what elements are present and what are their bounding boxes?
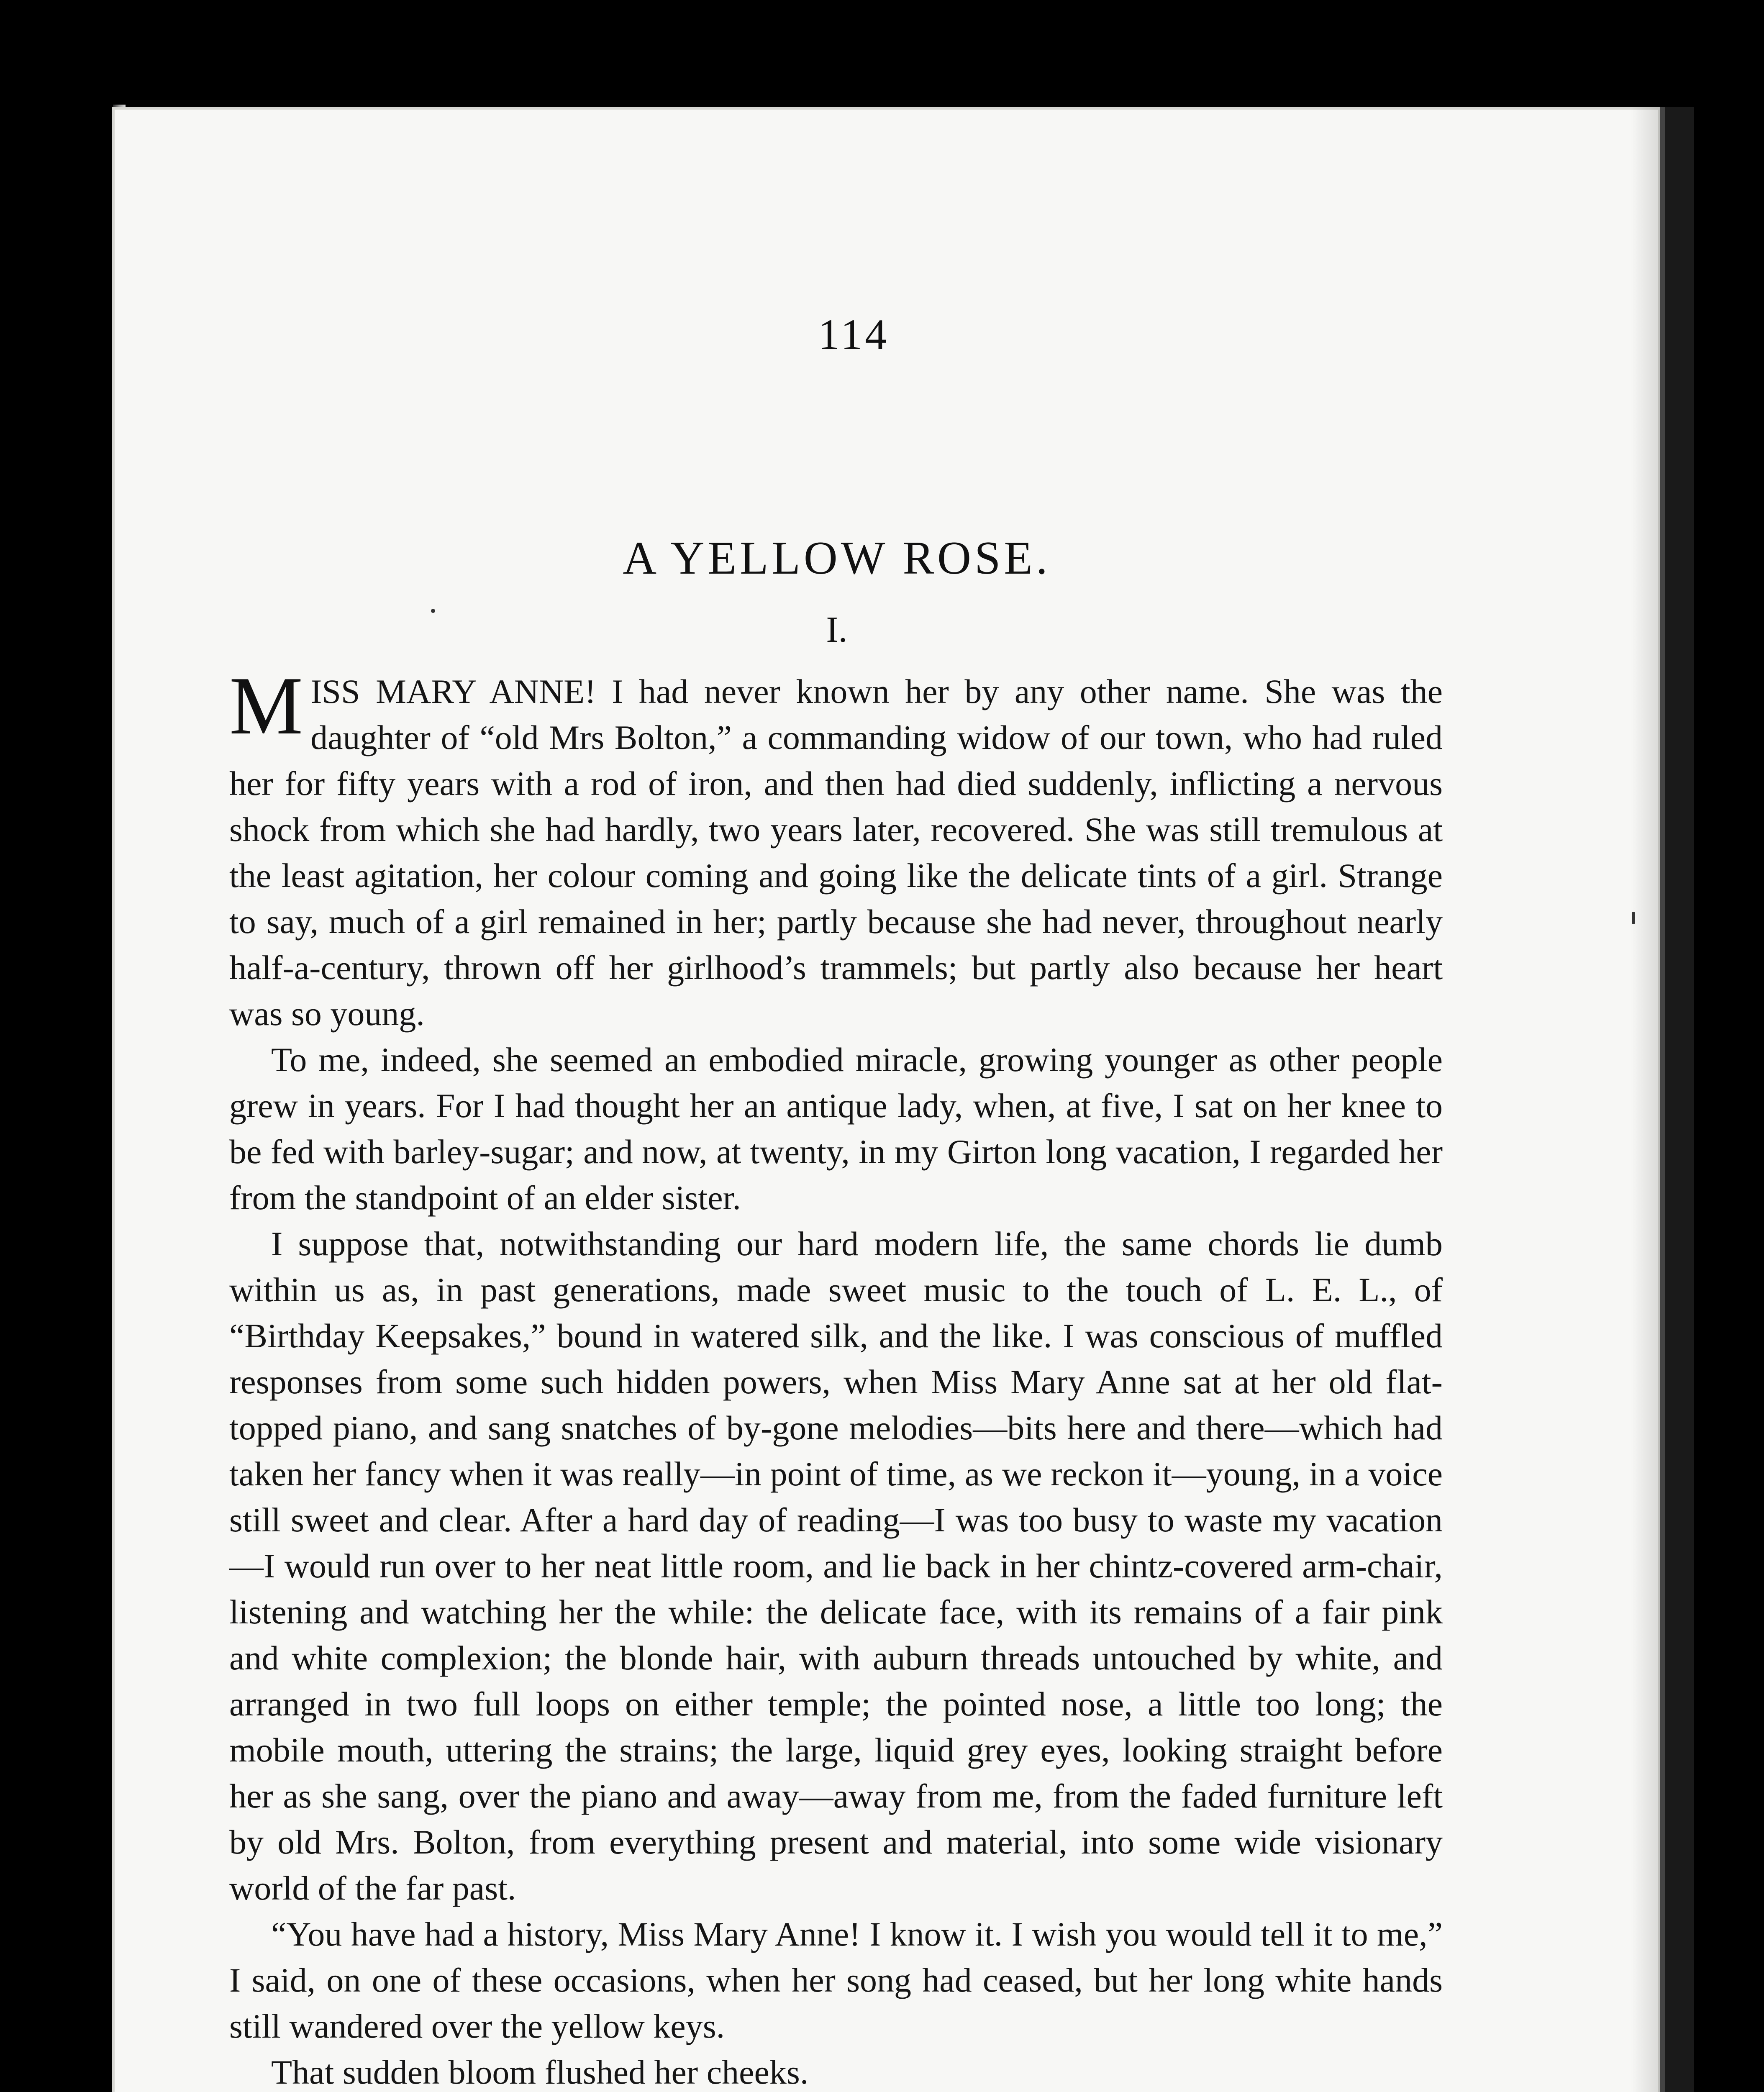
- drop-cap: M: [229, 660, 303, 751]
- story-body: [229, 660, 1443, 2092]
- paragraph-text: ISS MARY ANNE! I had never known her by any other name. She was the daughter of “old Mrs Bolton,” a commanding widow of our town, who had ruled her for fifty years with a rod of iron, and then had died suddenly, inflicting a nervous shock from which she had hardly, two years later, recovered. She was still tremulous at the least agitation, her colour coming and going like the delicate tints of a girl. Strange to say, much of a girl remained in her; partly because she had never, throughout nearly half-a-century, thrown off her girlhood’s trammels; but partly also because her heart was so young.: [229, 672, 1443, 1033]
- print-speck: [1632, 912, 1635, 924]
- paragraph: I suppose that, notwithstanding our hard modern life, the same chords lie dumb within us as, in past generations, made sweet music to the touch of L. E. L., of “Birthday Keepsakes,” bound in watered silk, and the like. I was conscious of muffled responses from some such hidden powers, when Miss Mary Anne sat at her old flat-topped piano, and sang snatches of by-gone melodies—bits here and there—which had taken her fancy when it was really—in point of time, as we reckon it—young, in a voice still sweet and clear. After a hard day of reading—I was too busy to waste my vacation—I would run over to her neat little room, and lie back in her chintz-covered arm-chair, listening and watching her the while: the delicate face, with its remains of a fair pink and white complexion; the blonde hair, with auburn threads untouched by white, and arranged in two full loops on either temple; the pointed nose, a little too long; the mobile mouth, uttering the strains; the large, liquid grey eyes, looking straight before her as she sang, over the piano and away—away from me, from the faded furniture left by old Mrs. Bolton, from everything present and material, into some wide visionary world of the far past.: [229, 1225, 1443, 1907]
- paragraph: “You have had a history, Miss Mary Anne! I know it. I wish you would tell it to me,” I said, on one of these occasions, when her song had ceased, but her long white hands still wandered over the yellow keys.: [229, 1915, 1443, 2045]
- print-speck: [431, 609, 435, 613]
- section-numeral: I.: [826, 610, 848, 650]
- paragraph: To me, indeed, she seemed an embodied miracle, growing younger as other people grew in years. For I had thought her an antique lady, when, at five, I sat on her knee to be fed with barley-sugar; and now, at twenty, in my Girton long vacation, I regarded her from the standpoint of an elder sister.: [229, 1041, 1443, 1217]
- paragraph: That sudden bloom flushed her cheeks.: [271, 2053, 809, 2091]
- page-number: 114: [818, 310, 890, 359]
- story-title: A YELLOW ROSE.: [623, 532, 1051, 584]
- page-gutter-shadow: [1631, 107, 1660, 2092]
- paragraph: [229, 660, 1443, 1037]
- next-page-edge: [1660, 107, 1694, 2092]
